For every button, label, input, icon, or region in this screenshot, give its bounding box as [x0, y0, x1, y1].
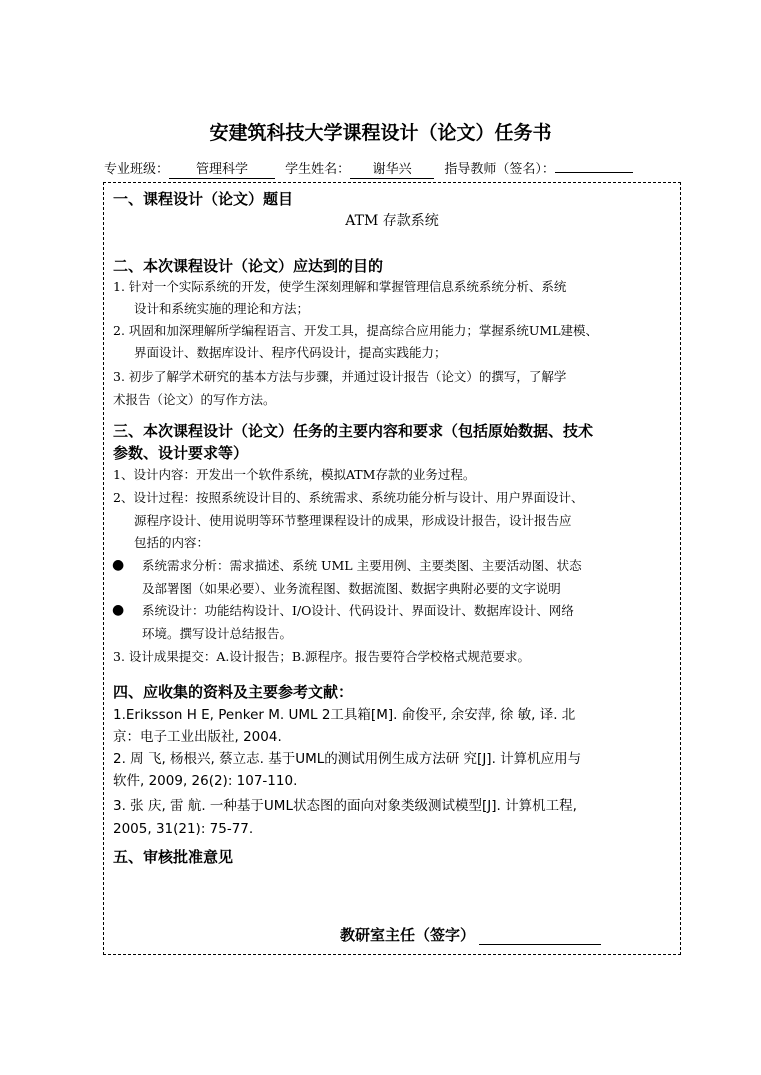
reference-line: 3. 张 庆, 雷 航. 一种基于UML状态图的面向对象类级测试模型[J]. 计算机工程,: [113, 798, 577, 814]
section-2-heading: 二、本次课程设计（论文）应达到的目的: [113, 257, 384, 275]
reference-line: 2. 周 飞, 杨根兴, 蔡立志. 基于UML的测试用例生成方法研 究[J]. 计算机应用与: [113, 751, 582, 767]
signature-blank: [479, 928, 601, 945]
reference-line: 京：电子工业出版社, 2004.: [113, 729, 282, 745]
section-2-line: 界面设计、数据库设计、程序代码设计，提高实践能力；: [134, 345, 447, 360]
bullet-icon: ●: [112, 557, 125, 573]
section-3-line: 1、设计内容：开发出一个软件系统，模拟ATM存款的业务过程。: [113, 467, 476, 482]
student-label: 学生姓名：: [285, 162, 351, 177]
signature-area: [340, 924, 601, 945]
section-3-line: 源程序设计、使用说明等环节整理课程设计的成果，形成设计报告，设计报告应: [134, 513, 572, 528]
section-3-line: 系统需求分析：需求描述、系统 UML 主要用例、主要类图、主要活动图、状态: [142, 558, 582, 573]
teacher-signature-blank: [555, 172, 633, 173]
reference-line: 2005, 31(21): 75-77.: [113, 821, 254, 837]
section-2-line: 2. 巩固和加深理解所学编程语言、开发工具，提高综合应用能力；掌握系统UML建模、: [113, 323, 599, 338]
major-value: 管理科学: [169, 162, 275, 179]
section-3-line: 环境。撰写设计总结报告。: [142, 626, 293, 641]
teacher-label: 指导教师（签名）：: [444, 162, 555, 177]
student-value: 谢华兴: [350, 162, 434, 179]
major-label: 专业班级：: [104, 162, 170, 177]
section-3-heading: 三、本次课程设计（论文）任务的主要内容和要求（包括原始数据、技术: [113, 422, 594, 440]
section-3-line: 2、设计过程：按照系统设计目的、系统需求、系统功能分析与设计、用户界面设计、: [113, 490, 584, 505]
document-title: 安建筑科技大学课程设计（论文）任务书: [209, 122, 552, 144]
section-3-line: 包括的内容：: [134, 535, 210, 550]
section-1-heading: 一、课程设计（论文）题目: [113, 190, 294, 208]
section-3-line: 系统设计：功能结构设计、I/O设计、代码设计、界面设计、数据库设计、网络: [142, 603, 574, 618]
section-3-line: 及部署图（如果必要）、业务流程图、数据流图、数据字典附必要的文字说明: [142, 581, 561, 596]
section-2-line: 术报告（论文）的写作方法。: [113, 392, 276, 407]
section-2-line: 设计和系统实施的理论和方法；: [134, 301, 310, 316]
bullet-icon: ●: [112, 602, 125, 618]
section-4-heading: 四、应收集的资料及主要参考文献：: [113, 683, 354, 701]
section-5-heading: 五、审核批准意见: [113, 848, 234, 866]
section-3-heading-cont: 参数、设计要求等）: [113, 444, 249, 462]
section-3-line: 3. 设计成果提交：A.设计报告；B.源程序。报告要符合学校格式规范要求。: [113, 649, 531, 664]
reference-line: 软件, 2009, 26(2): 107-110.: [113, 773, 298, 789]
signature-label: 教研室主任（签字）: [340, 926, 476, 944]
info-line: [104, 158, 633, 179]
section-2-line: 3. 初步了解学术研究的基本方法与步骤，并通过设计报告（论文）的撰写，了解学: [113, 369, 567, 384]
section-2-line: 1. 针对一个实际系统的开发，使学生深刻理解和掌握管理信息系统系统分析、系统: [113, 279, 567, 294]
project-topic: ATM 存款系统: [345, 213, 439, 229]
reference-line: 1.Eriksson H E, Penker M. UML 2工具箱[M]. 俞俊平, 余安萍, 徐 敏, 译. 北: [113, 707, 576, 723]
